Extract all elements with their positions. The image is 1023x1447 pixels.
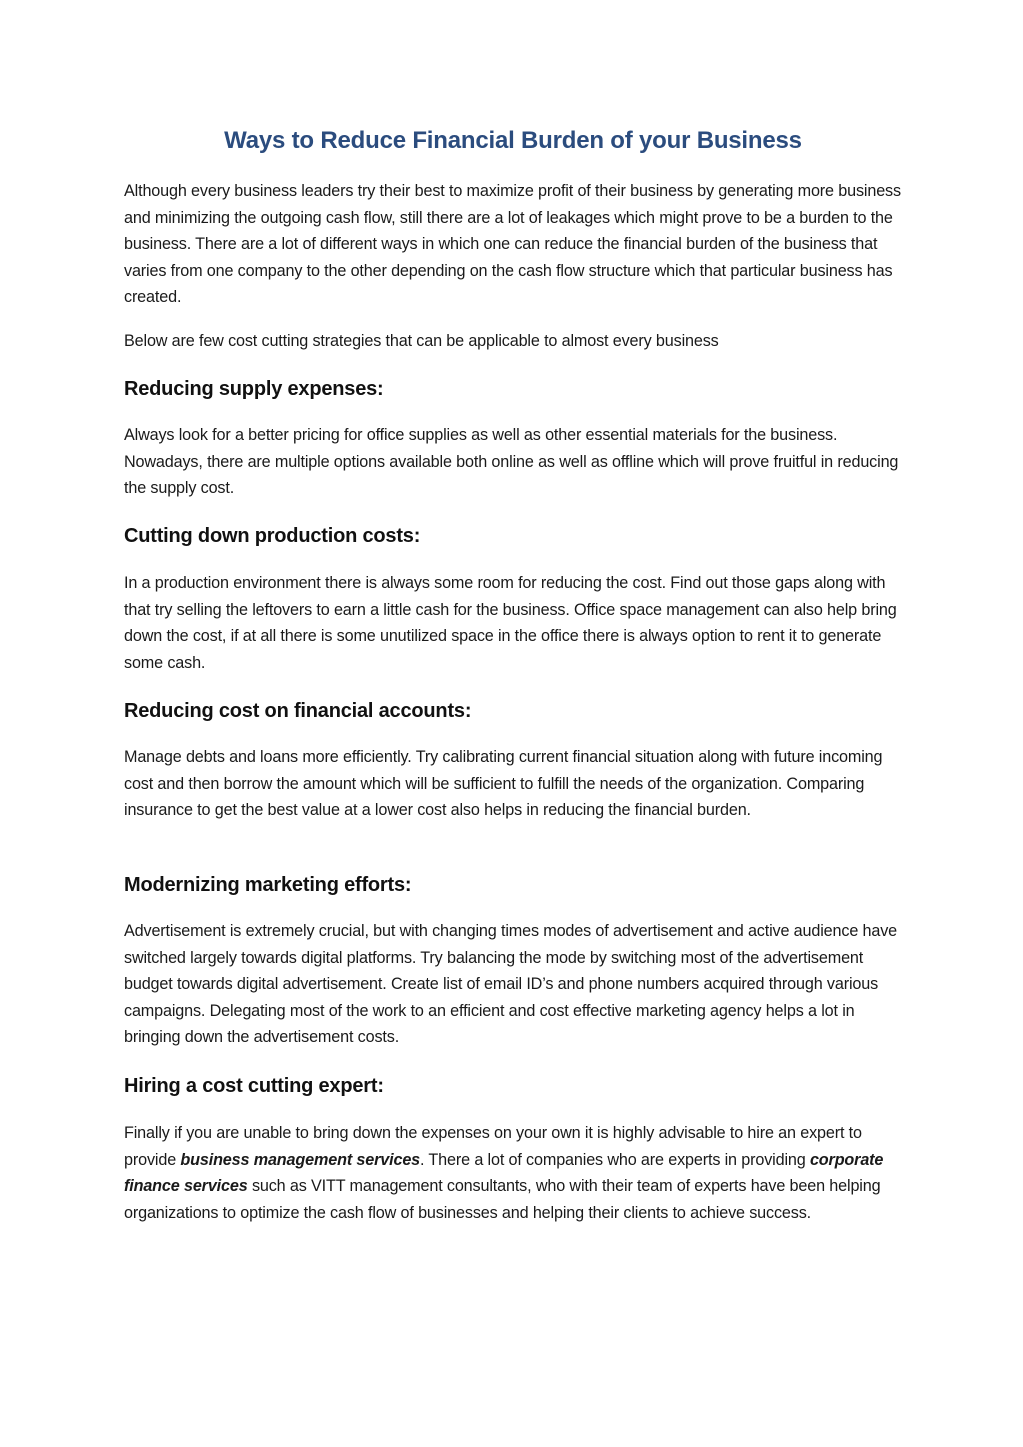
section-body-marketing: Advertisement is extremely crucial, but with changing times modes of advertisement and active audience have switched largely towards digital platforms. Try balancing the mode by switching most of the advertisement budget towards digital advertisement. Create list of email ID’s and phone numbers acquired through various campaigns. Delegating most of the work to an efficient and cost effective marketing agency helps a lot in bringing down the advertisement costs. <box>124 922 898 1047</box>
expert-text-part-3: such as VITT management consultants, who with their team of experts have been helping organizations to optimize the cash flow of businesses and helping their clients to achieve success. <box>124 1177 881 1222</box>
section-heading-marketing: Modernizing marketing efforts: <box>124 874 412 896</box>
section-body-supply: Always look for a better pricing for office supplies as well as other essential materials for the business. Nowadays, there are multiple options available both online as well as offline which will prove fruitful in reducing the supply cost. <box>124 426 899 498</box>
expert-text-part-1: Finally if you are unable to bring down the expenses on your own it is highly advisable to hire an expert to provide <box>124 1124 862 1169</box>
expert-text-part-2: . There a lot of companies who are experts in providing <box>420 1150 810 1169</box>
corporate-finance-services-link[interactable]: corporate finance services <box>124 1150 884 1196</box>
section-body-expert <box>124 1120 902 1226</box>
section-heading-production: Cutting down production costs: <box>124 525 421 547</box>
section-heading-expert: Hiring a cost cutting expert: <box>124 1075 384 1097</box>
section-heading-supply: Reducing supply expenses: <box>124 378 384 400</box>
intro-paragraph: Although every business leaders try their best to maximize profit of their business by generating more business and minimizing the outgoing cash flow, still there are a lot of leakages which might prove to be a burden to the business. There are a lot of different ways in which one can reduce the financial burden of the business that varies from one company to the other depending on the cash flow structure which that particular business has created. <box>124 182 901 307</box>
business-management-services-link[interactable]: business management services <box>180 1150 421 1169</box>
section-body-production: In a production environment there is always some room for reducing the cost. Find out those gaps along with that try selling the leftovers to earn a little cash for the business. Office space management can also help bring down the cost, if at all there is some unutilized space in the office there is always option to rent it to generate some cash. <box>124 574 897 672</box>
lead-paragraph: Below are few cost cutting strategies that can be applicable to almost every business <box>124 332 719 350</box>
section-body-financial-accounts: Manage debts and loans more efficiently. Try calibrating current financial situation along with future incoming cost and then borrow the amount which will be sufficient to fulfill the needs of the organization. Comparing insurance to get the best value at a lower cost also helps in reducing the financial burden. <box>124 748 883 820</box>
page-title: Ways to Reduce Financial Burden of your Business <box>224 127 802 154</box>
section-heading-financial-accounts: Reducing cost on financial accounts: <box>124 700 472 722</box>
